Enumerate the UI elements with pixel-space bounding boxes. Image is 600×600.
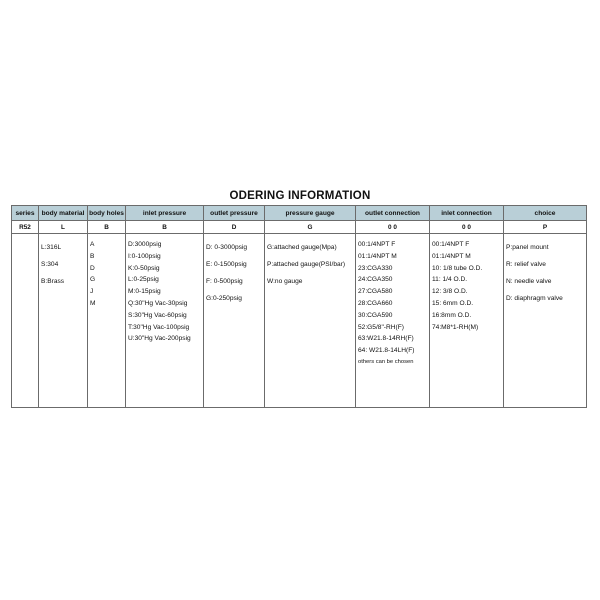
- option-item: D: diaphragm valve: [506, 295, 563, 302]
- option-item: 64: W21.8-14LH(F): [358, 347, 415, 355]
- option-item: G:0-250psig: [206, 295, 242, 302]
- option-item: L:0-25psig: [128, 276, 159, 284]
- series-options: [12, 234, 39, 408]
- header-series: series: [12, 206, 39, 221]
- option-item: B:Brass: [41, 278, 65, 285]
- option-item: K:0-50psig: [128, 264, 160, 272]
- code-inlet-pressure: B: [126, 221, 204, 234]
- option-item: others can be chosen: [358, 358, 414, 365]
- code-body-holes: B: [88, 221, 126, 234]
- code-choice: P: [504, 221, 587, 234]
- option-item: 27:CGA580: [358, 288, 393, 296]
- header-inlet-connection: inlet connection: [430, 206, 504, 221]
- option-item: 30:CGA590: [358, 311, 393, 319]
- option-item: D: [90, 264, 95, 272]
- option-item: 11: 1/4 O.D.: [432, 276, 468, 284]
- option-item: 01:1/4NPT M: [432, 252, 471, 260]
- option-item: 00:1/4NPT F: [358, 241, 396, 248]
- option-item: E: 0-1500psig: [206, 261, 247, 268]
- option-item: 15: 6mm O.D.: [432, 299, 474, 307]
- option-item: A: [90, 241, 95, 248]
- code-inlet-connection: 0 0: [430, 221, 504, 234]
- inlet-pressure-options: [126, 234, 204, 408]
- option-item: J: [90, 288, 94, 296]
- header-outlet-pressure: outlet pressure: [204, 206, 265, 221]
- option-item: R: relief valve: [506, 261, 546, 268]
- option-item: 23:CGA330: [358, 264, 393, 272]
- option-item: M:0-15psig: [128, 288, 161, 296]
- option-item: 74:M8*1-RH(M): [432, 323, 479, 331]
- header-choice: choice: [504, 206, 587, 221]
- body-holes-options: [88, 234, 126, 408]
- body-material-options: [39, 234, 88, 408]
- option-item: P:panel mount: [506, 244, 549, 251]
- choice-options: [504, 234, 587, 408]
- option-item: D: 0-3000psig: [206, 244, 248, 251]
- code-series: R52: [12, 221, 39, 234]
- option-item: D:3000psig: [128, 241, 162, 248]
- option-item: F: 0-500psig: [206, 278, 243, 285]
- code-outlet-connection: 0 0: [356, 221, 430, 234]
- pressure-gauge-options: [265, 234, 356, 408]
- header-body-holes: body holes: [88, 206, 126, 221]
- option-item: 16:8mm O.D.: [432, 311, 472, 319]
- header-body-material: body material: [39, 206, 88, 221]
- code-body-material: L: [39, 221, 88, 234]
- option-item: T:30"Hg Vac-100psig: [128, 323, 190, 331]
- option-item: 52:G5/8"-RH(F): [358, 323, 404, 331]
- option-item: I:0-100psig: [128, 252, 161, 260]
- option-item: P:attached gauge(PSI/bar): [267, 261, 346, 268]
- code-row: [12, 221, 587, 234]
- option-item: N: needle valve: [506, 278, 552, 285]
- option-item: 24:CGA350: [358, 276, 393, 284]
- code-pressure-gauge: G: [265, 221, 356, 234]
- option-item: S:30"Hg Vac-60psig: [128, 311, 187, 319]
- outlet-connection-options: [356, 234, 430, 408]
- option-item: U:30"Hg Vac-200psig: [128, 335, 191, 343]
- option-item: 00:1/4NPT F: [432, 241, 470, 248]
- option-item: Q:30"Hg Vac-30psig: [128, 299, 188, 307]
- outlet-pressure-options: [204, 234, 265, 408]
- header-inlet-pressure: inlet pressure: [126, 206, 204, 221]
- option-item: W:no gauge: [267, 278, 303, 285]
- option-item: 12: 3/8 O.D.: [432, 288, 468, 296]
- page-title: ODERING INFORMATION: [229, 190, 371, 202]
- option-item: 28:CGA660: [358, 299, 393, 307]
- option-item: B: [90, 252, 95, 260]
- option-item: 63:W21.8-14RH(F): [358, 335, 414, 343]
- header-outlet-connection: outlet connection: [356, 206, 430, 221]
- option-item: L:316L: [41, 244, 62, 251]
- header-row: [12, 206, 587, 221]
- option-item: S:304: [41, 261, 59, 268]
- header-pressure-gauge: pressure gauge: [265, 206, 356, 221]
- code-outlet-pressure: D: [204, 221, 265, 234]
- option-item: G:attached gauge(Mpa): [267, 244, 337, 251]
- inlet-connection-options: [430, 234, 504, 408]
- ordering-table: [11, 205, 587, 408]
- option-item: 01:1/4NPT M: [358, 252, 397, 260]
- option-item: M: [90, 299, 96, 307]
- option-item: 10: 1/8 tube O.D.: [432, 264, 483, 272]
- option-item: G: [90, 276, 96, 284]
- options-row: [12, 234, 587, 408]
